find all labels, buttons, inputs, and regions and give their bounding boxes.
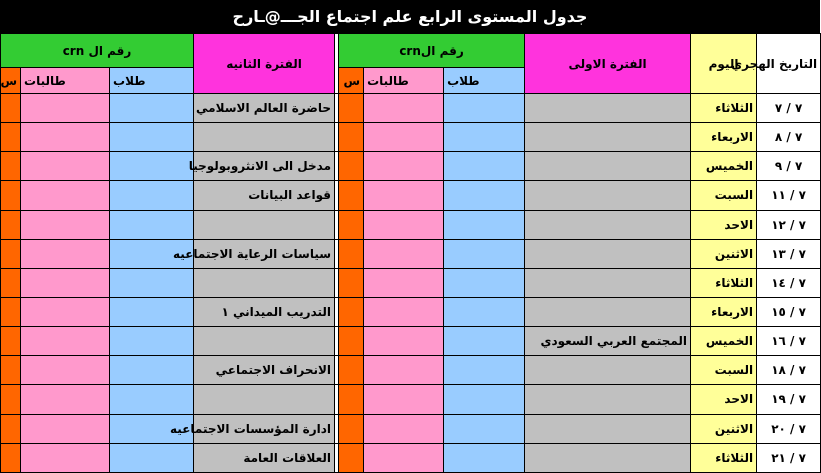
crn1-female-cell — [364, 385, 444, 414]
period1-course-cell — [525, 152, 691, 181]
crn2-male-cell — [110, 123, 194, 152]
crn2-male-cell — [110, 327, 194, 356]
period2-course-cell: التدريب الميداني ١ — [194, 297, 335, 326]
separator-cell — [335, 94, 339, 123]
crn1-male-cell — [444, 443, 525, 472]
crn2-female-cell — [21, 297, 110, 326]
crn2-female-cell — [21, 181, 110, 210]
crn1-male-cell — [444, 123, 525, 152]
header-crn-2: رقم ال crn — [1, 34, 194, 68]
crn2-male-cell — [110, 210, 194, 239]
table-row — [1, 268, 821, 297]
header-s-1: س — [339, 68, 364, 94]
crn1-male-cell — [444, 152, 525, 181]
crn1-s-cell — [339, 181, 364, 210]
separator-cell — [335, 181, 339, 210]
day-cell: الاحد — [691, 385, 757, 414]
separator-cell — [335, 297, 339, 326]
day-cell: الخميس — [691, 327, 757, 356]
crn1-male-cell — [444, 210, 525, 239]
crn2-female-cell — [21, 443, 110, 472]
period2-course-cell — [194, 210, 335, 239]
crn1-s-cell — [339, 94, 364, 123]
separator-cell — [335, 123, 339, 152]
crn1-s-cell — [339, 356, 364, 385]
separator-cell — [335, 443, 339, 472]
period2-course-cell: الانحراف الاجتماعي — [194, 356, 335, 385]
period1-course-cell — [525, 414, 691, 443]
day-cell: الاثنين — [691, 414, 757, 443]
day-cell: الخميس — [691, 152, 757, 181]
day-cell: السبت — [691, 181, 757, 210]
header-female-2: طالبات — [21, 68, 110, 94]
date-cell: ٧ / ٢١ — [757, 443, 821, 472]
crn2-s-cell — [1, 181, 21, 210]
crn2-male-cell — [110, 152, 194, 181]
date-cell: ٧ / ٢٠ — [757, 414, 821, 443]
crn1-s-cell — [339, 123, 364, 152]
crn1-male-cell — [444, 268, 525, 297]
table-row — [1, 327, 821, 356]
crn1-female-cell — [364, 297, 444, 326]
period2-course-cell — [194, 268, 335, 297]
crn1-female-cell — [364, 414, 444, 443]
crn2-s-cell — [1, 123, 21, 152]
header-period-2: الفترة الثانيه — [194, 34, 335, 94]
table-row — [1, 152, 821, 181]
date-cell: ٧ / ١١ — [757, 181, 821, 210]
crn2-female-cell — [21, 239, 110, 268]
crn2-s-cell — [1, 268, 21, 297]
date-cell: ٧ / ٩ — [757, 152, 821, 181]
crn1-female-cell — [364, 443, 444, 472]
period1-course-cell — [525, 210, 691, 239]
crn2-male-cell — [110, 181, 194, 210]
crn2-s-cell — [1, 210, 21, 239]
crn1-s-cell — [339, 385, 364, 414]
crn2-male-cell — [110, 356, 194, 385]
crn1-s-cell — [339, 239, 364, 268]
period2-course-cell: مدخل الى الانثروبولوجيا — [194, 152, 335, 181]
period1-course-cell — [525, 268, 691, 297]
table-row — [1, 94, 821, 123]
header-day: اليوم — [691, 34, 757, 94]
period2-course-cell: حاضرة العالم الاسلامي — [194, 94, 335, 123]
table-row — [1, 414, 821, 443]
crn1-male-cell — [444, 356, 525, 385]
separator-cell — [335, 356, 339, 385]
crn1-male-cell — [444, 327, 525, 356]
period1-course-cell — [525, 181, 691, 210]
date-cell: ٧ / ١٢ — [757, 210, 821, 239]
header-s-2: س — [1, 68, 21, 94]
period1-course-cell — [525, 239, 691, 268]
sheet-title: جدول المستوى الرابع علم اجتماع الجـــ@ـارح — [0, 0, 820, 33]
period2-course-cell — [194, 385, 335, 414]
crn1-s-cell — [339, 327, 364, 356]
header-row-1 — [1, 34, 821, 68]
period2-course-cell: العلاقات العامة — [194, 443, 335, 472]
crn1-female-cell — [364, 356, 444, 385]
day-cell: الثلاثاء — [691, 268, 757, 297]
crn1-female-cell — [364, 268, 444, 297]
crn2-s-cell — [1, 152, 21, 181]
separator-cell — [335, 239, 339, 268]
table-row — [1, 181, 821, 210]
header-crn-1: رقم الcrn — [339, 34, 525, 68]
table-row — [1, 123, 821, 152]
day-cell: الثلاثاء — [691, 443, 757, 472]
day-cell: الاثنين — [691, 239, 757, 268]
day-cell: السبت — [691, 356, 757, 385]
crn1-s-cell — [339, 152, 364, 181]
crn2-s-cell — [1, 239, 21, 268]
crn1-male-cell — [444, 414, 525, 443]
period2-course-cell: سياسات الرعاية الاجتماعيه — [194, 239, 335, 268]
table-row — [1, 239, 821, 268]
crn2-female-cell — [21, 268, 110, 297]
date-cell: ٧ / ٧ — [757, 94, 821, 123]
crn2-male-cell — [110, 94, 194, 123]
header-male-1: طلاب — [444, 68, 525, 94]
table-row — [1, 297, 821, 326]
separator-cell — [335, 385, 339, 414]
separator-cell — [335, 327, 339, 356]
crn2-female-cell — [21, 414, 110, 443]
header-hijri-date: التاريخ الهجري — [757, 34, 821, 94]
crn1-female-cell — [364, 239, 444, 268]
crn1-female-cell — [364, 94, 444, 123]
period2-course-cell: ادارة المؤسسات الاجتماعيه — [194, 414, 335, 443]
period1-course-cell — [525, 385, 691, 414]
crn2-s-cell — [1, 443, 21, 472]
crn2-female-cell — [21, 385, 110, 414]
crn1-s-cell — [339, 443, 364, 472]
date-cell: ٧ / ١٦ — [757, 327, 821, 356]
crn2-male-cell — [110, 297, 194, 326]
period1-course-cell: المجتمع العربي السعودي — [525, 327, 691, 356]
crn1-male-cell — [444, 297, 525, 326]
crn2-female-cell — [21, 123, 110, 152]
crn2-s-cell — [1, 356, 21, 385]
date-cell: ٧ / ١٣ — [757, 239, 821, 268]
crn1-male-cell — [444, 385, 525, 414]
table-row — [1, 356, 821, 385]
crn1-female-cell — [364, 123, 444, 152]
day-cell: الاربعاء — [691, 297, 757, 326]
table-row — [1, 210, 821, 239]
period1-course-cell — [525, 443, 691, 472]
crn1-s-cell — [339, 297, 364, 326]
separator-cell — [335, 268, 339, 297]
crn1-male-cell — [444, 94, 525, 123]
crn2-s-cell — [1, 297, 21, 326]
period2-course-cell — [194, 327, 335, 356]
crn2-s-cell — [1, 94, 21, 123]
separator-cell — [335, 152, 339, 181]
crn2-s-cell — [1, 414, 21, 443]
crn1-female-cell — [364, 152, 444, 181]
crn2-female-cell — [21, 327, 110, 356]
crn2-s-cell — [1, 385, 21, 414]
date-cell: ٧ / ١٨ — [757, 356, 821, 385]
header-period-1: الفترة الاولى — [525, 34, 691, 94]
period1-course-cell — [525, 123, 691, 152]
period1-course-cell — [525, 94, 691, 123]
period1-course-cell — [525, 356, 691, 385]
crn1-s-cell — [339, 414, 364, 443]
separator-cell — [335, 414, 339, 443]
date-cell: ٧ / ١٤ — [757, 268, 821, 297]
crn1-male-cell — [444, 239, 525, 268]
schedule-table — [0, 33, 821, 473]
header-female-1: طالبات — [364, 68, 444, 94]
crn1-female-cell — [364, 181, 444, 210]
crn1-s-cell — [339, 268, 364, 297]
date-cell: ٧ / ١٩ — [757, 385, 821, 414]
day-cell: الثلاثاء — [691, 94, 757, 123]
crn2-female-cell — [21, 152, 110, 181]
date-cell: ٧ / ٨ — [757, 123, 821, 152]
period1-course-cell — [525, 297, 691, 326]
crn2-female-cell — [21, 356, 110, 385]
crn2-male-cell — [110, 385, 194, 414]
crn2-female-cell — [21, 94, 110, 123]
crn1-female-cell — [364, 327, 444, 356]
crn2-s-cell — [1, 327, 21, 356]
date-cell: ٧ / ١٥ — [757, 297, 821, 326]
crn1-male-cell — [444, 181, 525, 210]
crn1-s-cell — [339, 210, 364, 239]
day-cell: الاحد — [691, 210, 757, 239]
separator-cell — [335, 210, 339, 239]
table-row — [1, 385, 821, 414]
period2-course-cell — [194, 123, 335, 152]
crn2-male-cell — [110, 268, 194, 297]
period2-course-cell: قواعد البيانات — [194, 181, 335, 210]
crn1-female-cell — [364, 210, 444, 239]
day-cell: الاربعاء — [691, 123, 757, 152]
header-male-2: طلاب — [110, 68, 194, 94]
table-row — [1, 443, 821, 472]
crn2-male-cell — [110, 443, 194, 472]
crn2-female-cell — [21, 210, 110, 239]
